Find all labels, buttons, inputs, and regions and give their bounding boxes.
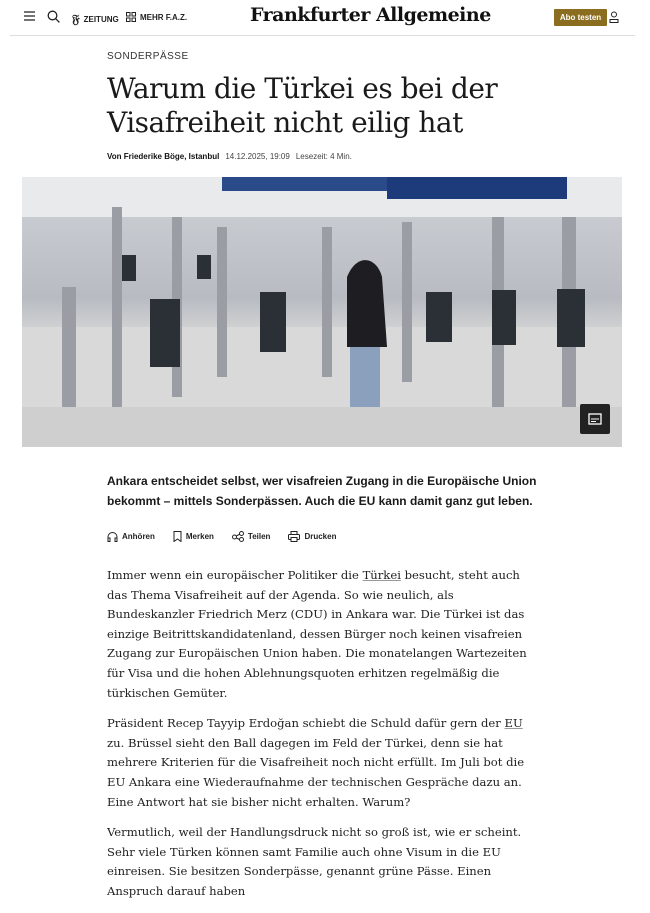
- tuerkei-link[interactable]: Türkei: [362, 568, 401, 582]
- reading-time: Lesezeit: 4 Min.: [295, 152, 352, 161]
- print-button[interactable]: [288, 531, 336, 542]
- paragraph: [107, 714, 539, 812]
- share-label: Teilen: [247, 532, 271, 541]
- article-kicker: SONDERPÄSSE: [107, 51, 189, 62]
- user-icon[interactable]: [609, 11, 619, 23]
- article-meta: [107, 152, 352, 161]
- text: Immer wenn ein europäischer Politiker die: [107, 568, 363, 582]
- print-label: Drucken: [304, 532, 337, 541]
- mehr-label: MEHR F.A.Z.: [140, 12, 188, 22]
- share-icon: [232, 531, 244, 542]
- caption-icon: [580, 404, 610, 434]
- share-button[interactable]: [232, 531, 271, 542]
- article-body: [107, 566, 539, 913]
- bookmark-button[interactable]: [173, 531, 214, 542]
- hero-image: [22, 177, 622, 447]
- grid-icon: [126, 12, 136, 22]
- bookmark-label: Merken: [185, 532, 214, 541]
- zeitung-link[interactable]: [72, 12, 119, 27]
- printer-icon: [288, 531, 300, 542]
- text: Präsident Recep Tayyip Erdoğan schiebt die Schuld dafür gern der: [107, 716, 505, 731]
- listen-label: Anhören: [122, 532, 155, 541]
- article-actions: [107, 531, 336, 542]
- abo-testen-button[interactable]: Abo testen: [554, 9, 607, 26]
- mehr-faz-link[interactable]: [126, 12, 187, 22]
- article-teaser: Ankara entscheidet selbst, wer visafreien Zugang in die Europäische Union bekommt – mittels Sonderpässen. Auch die EU kann damit ganz gut leben.: [107, 474, 537, 508]
- date: 14.12.2025, 19:09: [225, 152, 290, 161]
- eu-link[interactable]: EU: [504, 716, 523, 731]
- headphones-icon: [107, 532, 118, 542]
- text: zu. Brüssel sieht den Ball dagegen im Feld der Türkei, denn sie hat mehrere Kriterien für die Visafreiheit noch nicht erfüllt. Im Juli bot die EU Ankara eine Wiederaufnahme der technischen Gespräche dazu an. Eine Antwort hat sie bisher nicht erhalten. Warum?: [107, 735, 525, 809]
- bookmark-icon: [173, 531, 182, 542]
- text: besucht, steht auch das Thema Visafreiheit auf der Agenda. So wie neulich, als Bundeskanzler Friedrich Merz (CDU) in Ankara war. Die Türkei ist das einzige Beitrittskandidatenland, dessen Bürger noch keinen visafreien Zugang zur Europäischen Union haben. Die monatelangen Wartezeiten für Visa und die hohen Ablehnungsquoten erhitzen regelmäßig die türkischen Gemüter.: [107, 568, 527, 700]
- zeitung-label: ZEITUNG: [83, 15, 119, 24]
- author[interactable]: Von Friederike Böge, Istanbul: [107, 152, 220, 161]
- faz-f-icon: 𝔉: [72, 12, 80, 26]
- caption-toggle-button[interactable]: [580, 404, 610, 434]
- paragraph: Vermutlich, weil der Handlungsdruck nicht so groß ist, wie er scheint. Sehr viele Türken können samt Familie auch ohne Visum in die EU einreisen. Sie besitzen Sonderpässe, genannt grüne Pässe. Einen Anspruch darauf haben: [107, 825, 522, 898]
- menu-icon[interactable]: [24, 11, 35, 21]
- search-icon[interactable]: [47, 10, 60, 23]
- article-title: Warum die Türkei es bei der Visafreiheit nicht eilig hat: [107, 72, 498, 139]
- paragraph: [107, 566, 539, 703]
- logo[interactable]: Frankfurter Allgemeine: [250, 4, 491, 26]
- site-header: [10, 0, 635, 36]
- listen-button[interactable]: [107, 531, 155, 542]
